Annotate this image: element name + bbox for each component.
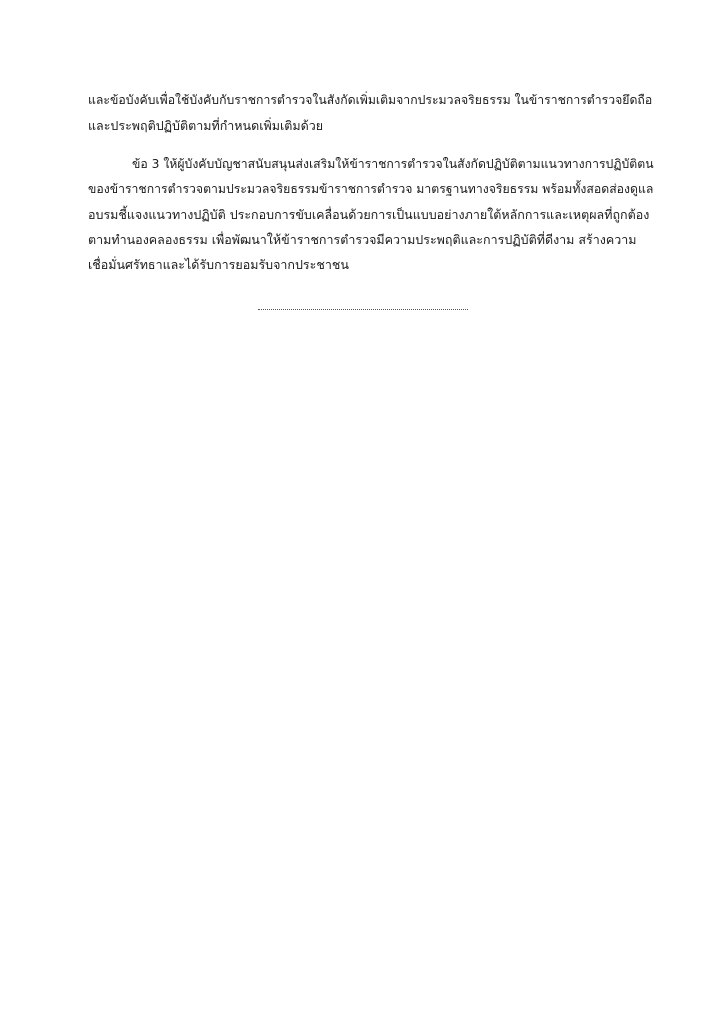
paragraph-line: และประพฤติปฏิบัติตามที่กำหนดเพิ่มเติมด้วย [88,118,324,133]
paragraph-line: เชื่อมั่นศรัทธาและได้รับการยอมรับจากประชาชน [88,257,349,272]
paragraph-continuation [88,88,654,138]
paragraph-line: อบรมชี้แจงแนวทางปฏิบัติ ประกอบการขับเคลื่อนด้วยการเป็นแบบอย่างภายใต้หลักการและเหตุผลที่ถูกต้อง [88,207,650,222]
paragraph-line: ของข้าราชการตำรวจตามประมวลจริยธรรมข้าราชการตำรวจ มาตรฐานทางจริยธรรม พร้อมทั้งสอดส่องดูแล [88,182,654,196]
paragraph-line: ตามทำนองคลองธรรม เพื่อพัฒนาให้ข้าราชการตำรวจมีความประพฤติและการปฏิบัติที่ดีงาม สร้างความ [88,232,637,247]
paragraph-line: และข้อบังคับเพื่อใช้บังคับกับราชการตำรวจในสังกัดเพิ่มเติมจากประมวลจริยธรรม ในข้าราชการตำรวจยึดถือ [88,93,653,107]
paragraph-line: ข้อ 3 ให้ผู้บังคับบัญชาสนับสนุนส่งเสริมให้ข้าราชการตำรวจในสังกัดปฏิบัติตามแนวทางการปฏิบัติตน [132,157,654,171]
paragraph-clause-3 [88,152,654,277]
end-of-text-dotted-rule [258,309,468,310]
